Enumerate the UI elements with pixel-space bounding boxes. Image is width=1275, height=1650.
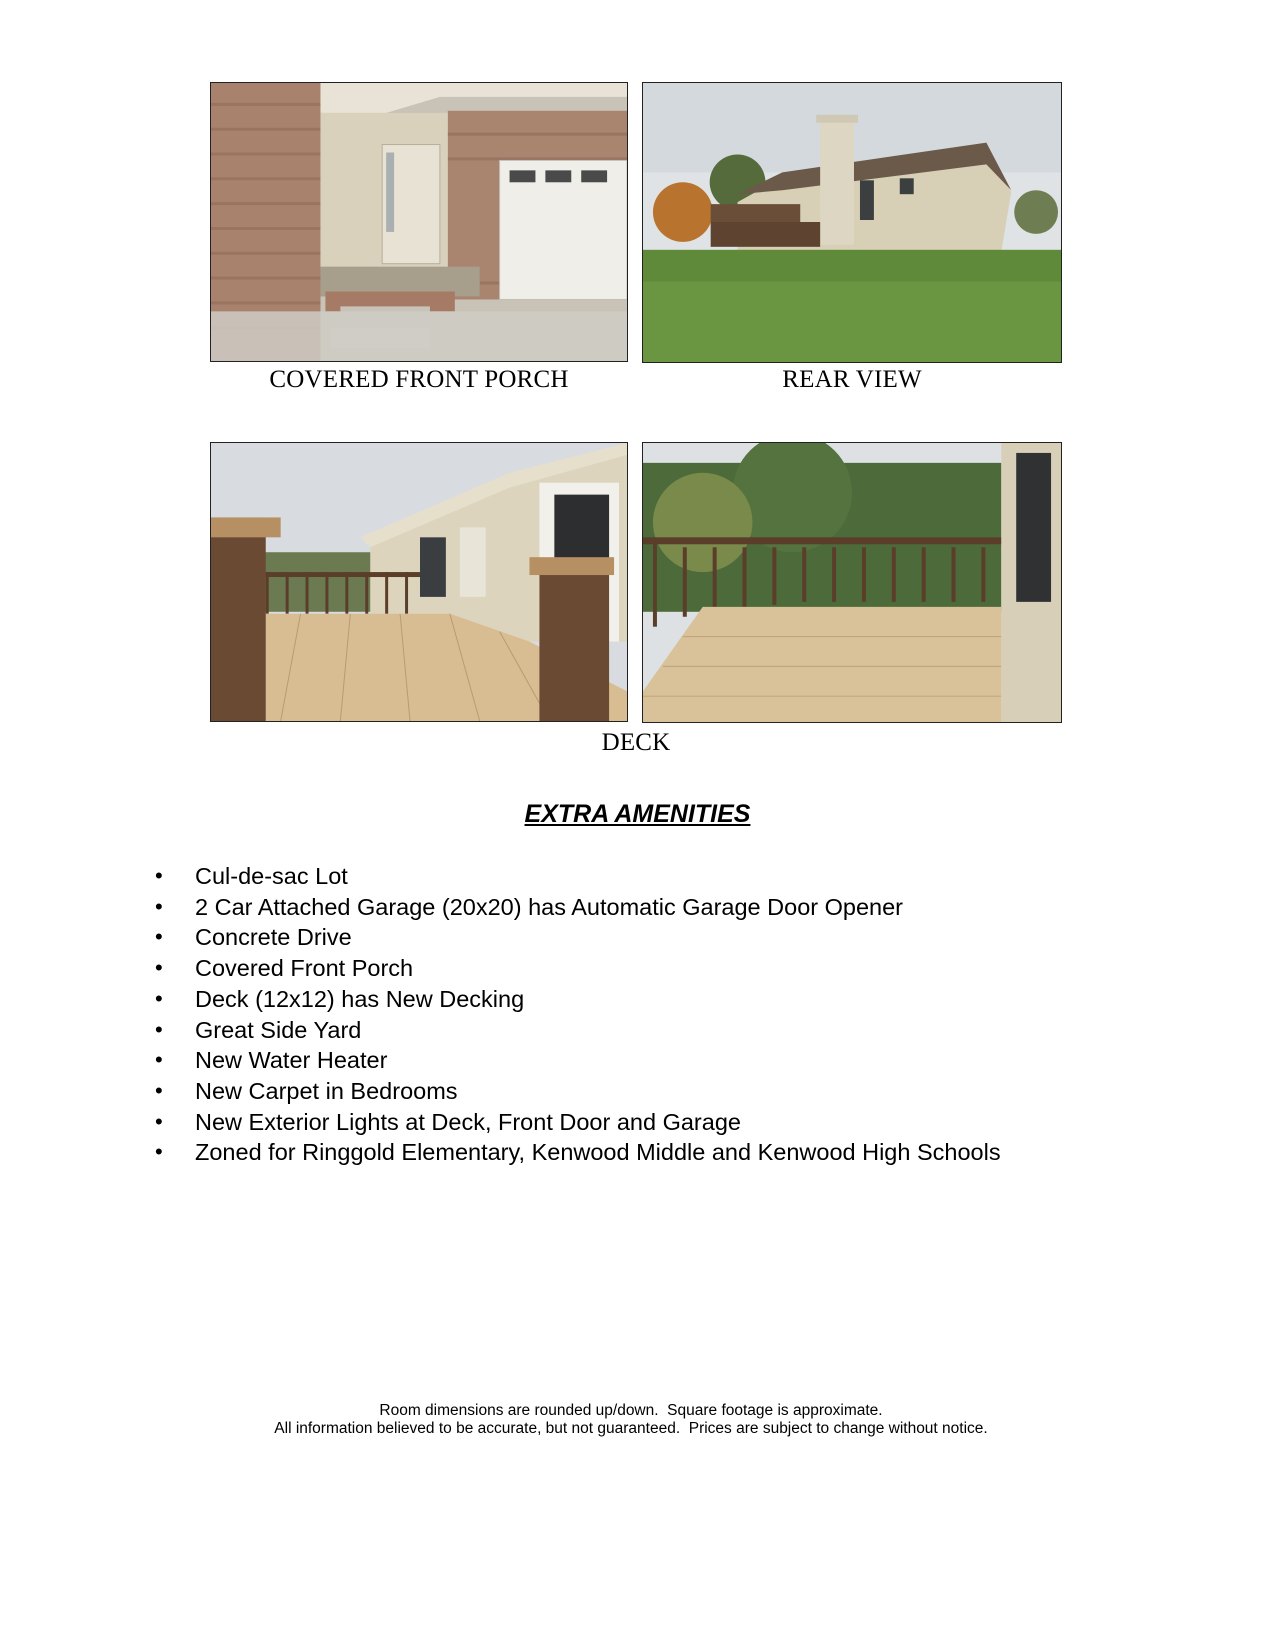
list-item: • Deck (12x12) has New Decking (155, 984, 1001, 1015)
deck-caption: DECK (601, 729, 671, 756)
amenities-heading: EXTRA AMENITIES (524, 800, 751, 828)
list-item: • Concrete Drive (155, 922, 1001, 953)
list-item: • New Carpet in Bedrooms (155, 1076, 1001, 1107)
list-item: • 2 Car Attached Garage (20x20) has Automatic Garage Door Opener (155, 892, 1001, 923)
deck-photo-left (210, 442, 628, 722)
footer-disclaimer-line-2: All information believed to be accurate, but not guaranteed. Prices are subject to change without notice. (274, 1420, 988, 1437)
amenities-list (155, 861, 1001, 1168)
deck-photo-right (642, 442, 1062, 723)
rear-view-caption: REAR VIEW (782, 366, 922, 393)
list-item: • Covered Front Porch (155, 953, 1001, 984)
list-item: • Zoned for Ringgold Elementary, Kenwood Middle and Kenwood High Schools (155, 1137, 1001, 1168)
front-porch-caption: COVERED FRONT PORCH (269, 366, 569, 393)
list-item: • New Water Heater (155, 1045, 1001, 1076)
front-porch-photo (210, 82, 628, 362)
list-item: • New Exterior Lights at Deck, Front Door and Garage (155, 1107, 1001, 1138)
footer-disclaimer-line-1: Room dimensions are rounded up/down. Square footage is approximate. (379, 1402, 883, 1419)
list-item: • Cul-de-sac Lot (155, 861, 1001, 892)
rear-view-photo (642, 82, 1062, 363)
list-item: • Great Side Yard (155, 1015, 1001, 1046)
